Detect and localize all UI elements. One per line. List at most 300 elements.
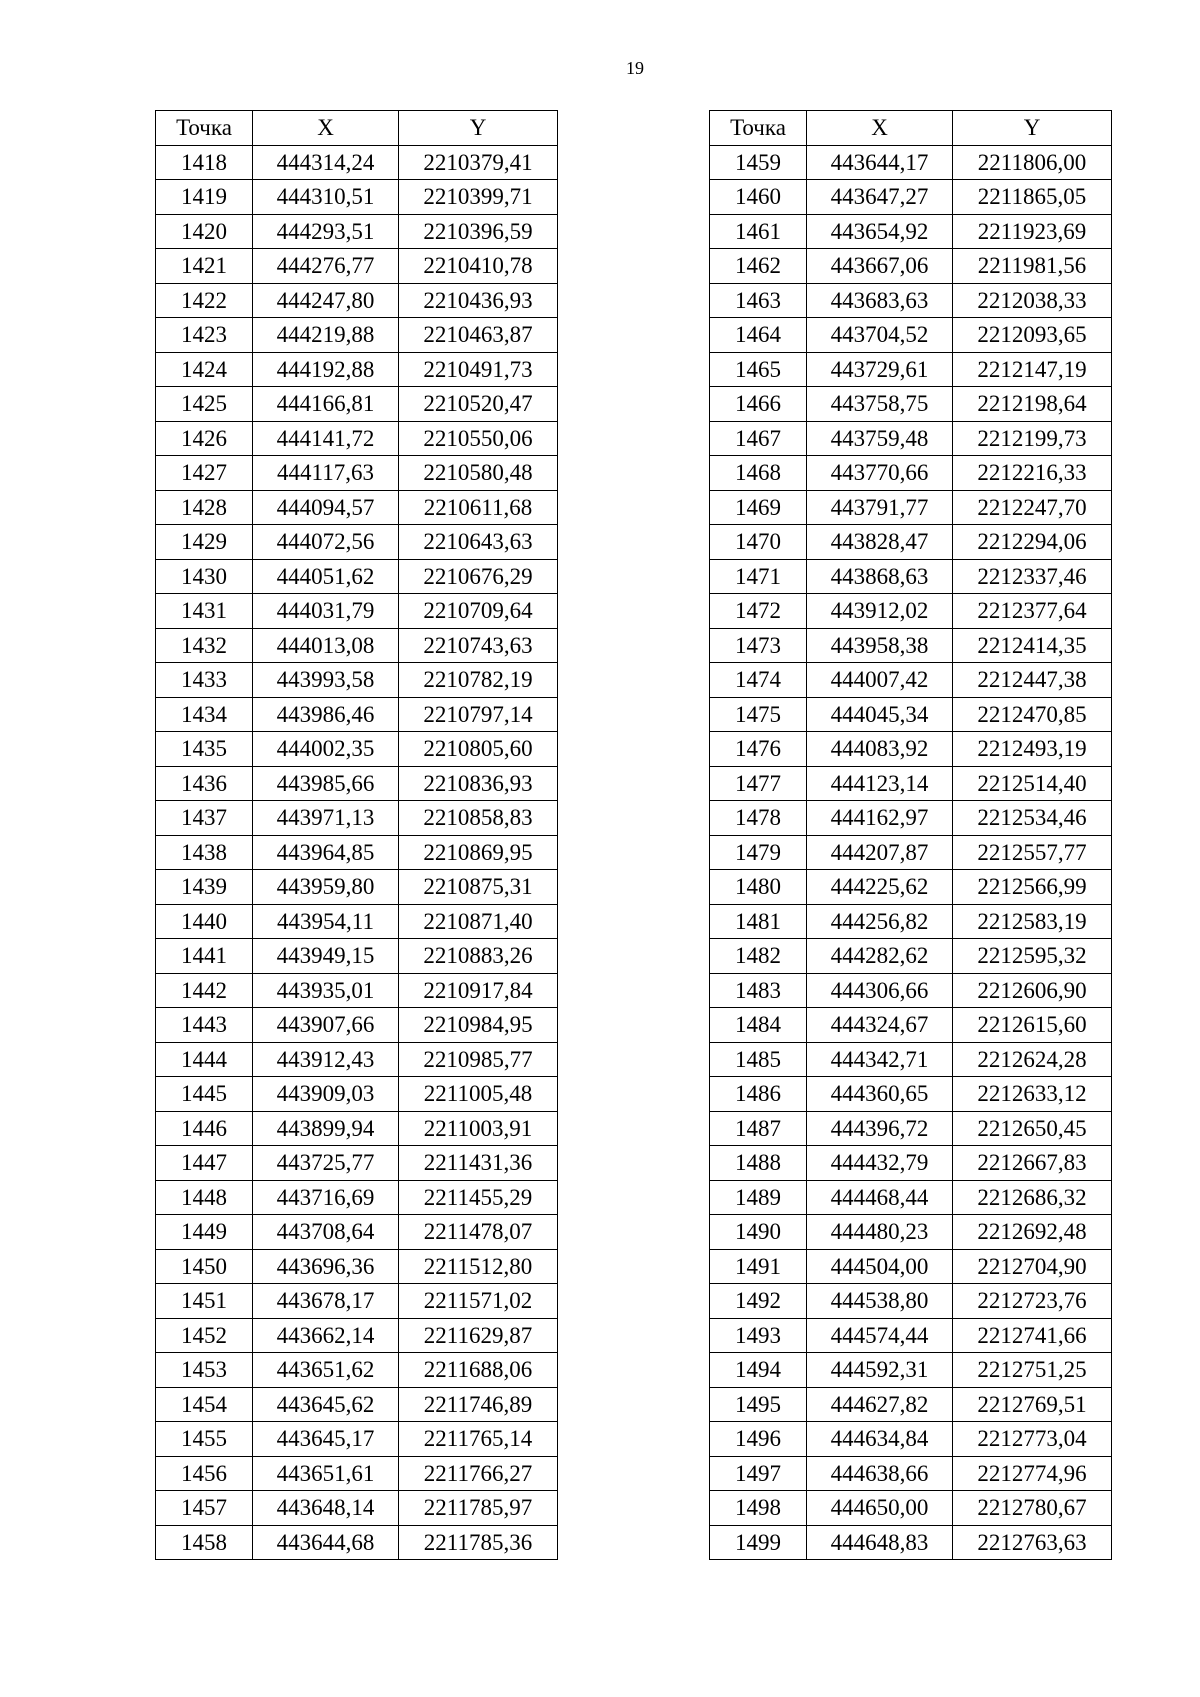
cell-point: 1471 <box>710 559 807 594</box>
table-body <box>710 145 1112 1560</box>
table-header-row <box>710 111 1112 146</box>
table-row <box>710 732 1112 767</box>
table-row <box>156 1077 558 1112</box>
cell-x: 444256,82 <box>807 904 953 939</box>
cell-point: 1419 <box>156 180 253 215</box>
table-row <box>156 1008 558 1043</box>
table-row <box>156 1249 558 1284</box>
table-row <box>710 1422 1112 1457</box>
cell-y: 2211003,91 <box>399 1111 558 1146</box>
cell-x: 443986,46 <box>253 697 399 732</box>
cell-point: 1461 <box>710 214 807 249</box>
cell-x: 443667,06 <box>807 249 953 284</box>
cell-y: 2212038,33 <box>953 283 1112 318</box>
table-row <box>710 1284 1112 1319</box>
table-row <box>710 1111 1112 1146</box>
cell-y: 2212199,73 <box>953 421 1112 456</box>
table-row <box>156 1491 558 1526</box>
cell-y: 2212633,12 <box>953 1077 1112 1112</box>
table-row <box>710 904 1112 939</box>
cell-y: 2211512,80 <box>399 1249 558 1284</box>
table-row <box>710 1456 1112 1491</box>
table-row <box>156 1422 558 1457</box>
cell-y: 2211571,02 <box>399 1284 558 1319</box>
table-row <box>710 835 1112 870</box>
cell-x: 444007,42 <box>807 663 953 698</box>
table-row <box>710 352 1112 387</box>
cell-point: 1478 <box>710 801 807 836</box>
coordinates-table-left <box>155 110 558 1560</box>
cell-y: 2212692,48 <box>953 1215 1112 1250</box>
cell-y: 2211455,29 <box>399 1180 558 1215</box>
cell-x: 444306,66 <box>807 973 953 1008</box>
cell-x: 443683,63 <box>807 283 953 318</box>
cell-point: 1475 <box>710 697 807 732</box>
table-row <box>156 1215 558 1250</box>
table-row <box>710 1008 1112 1043</box>
cell-x: 443959,80 <box>253 870 399 905</box>
cell-point: 1422 <box>156 283 253 318</box>
table-row <box>156 1456 558 1491</box>
cell-x: 444360,65 <box>807 1077 953 1112</box>
cell-y: 2212595,32 <box>953 939 1112 974</box>
cell-y: 2210611,68 <box>399 490 558 525</box>
cell-x: 444117,63 <box>253 456 399 491</box>
table-row <box>710 525 1112 560</box>
cell-y: 2211766,27 <box>399 1456 558 1491</box>
cell-point: 1457 <box>156 1491 253 1526</box>
cell-point: 1438 <box>156 835 253 870</box>
cell-x: 443644,17 <box>807 145 953 180</box>
cell-y: 2212337,46 <box>953 559 1112 594</box>
cell-x: 443949,15 <box>253 939 399 974</box>
cell-point: 1449 <box>156 1215 253 1250</box>
cell-y: 2210743,63 <box>399 628 558 663</box>
table-row <box>156 214 558 249</box>
cell-point: 1453 <box>156 1353 253 1388</box>
cell-point: 1451 <box>156 1284 253 1319</box>
table-row <box>710 1387 1112 1422</box>
cell-y: 2210858,83 <box>399 801 558 836</box>
cell-y: 2210520,47 <box>399 387 558 422</box>
cell-point: 1463 <box>710 283 807 318</box>
cell-point: 1470 <box>710 525 807 560</box>
header-point: Точка <box>710 111 807 146</box>
cell-point: 1466 <box>710 387 807 422</box>
cell-point: 1450 <box>156 1249 253 1284</box>
cell-x: 444648,83 <box>807 1525 953 1560</box>
table-row <box>156 939 558 974</box>
table-row <box>710 490 1112 525</box>
cell-point: 1445 <box>156 1077 253 1112</box>
cell-x: 444123,14 <box>807 766 953 801</box>
table-row <box>710 939 1112 974</box>
table-row <box>156 766 558 801</box>
cell-x: 444504,00 <box>807 1249 953 1284</box>
cell-x: 444002,35 <box>253 732 399 767</box>
cell-y: 2212216,33 <box>953 456 1112 491</box>
cell-x: 444094,57 <box>253 490 399 525</box>
cell-point: 1420 <box>156 214 253 249</box>
cell-x: 443912,02 <box>807 594 953 629</box>
cell-point: 1430 <box>156 559 253 594</box>
cell-point: 1444 <box>156 1042 253 1077</box>
table-row <box>156 801 558 836</box>
cell-x: 444480,23 <box>807 1215 953 1250</box>
cell-point: 1493 <box>710 1318 807 1353</box>
cell-y: 2212751,25 <box>953 1353 1112 1388</box>
cell-x: 443716,69 <box>253 1180 399 1215</box>
cell-point: 1443 <box>156 1008 253 1043</box>
cell-y: 2212606,90 <box>953 973 1112 1008</box>
table-row <box>710 387 1112 422</box>
cell-x: 444045,34 <box>807 697 953 732</box>
cell-point: 1448 <box>156 1180 253 1215</box>
table-row <box>156 1042 558 1077</box>
cell-point: 1432 <box>156 628 253 663</box>
table-row <box>710 421 1112 456</box>
table-row <box>710 697 1112 732</box>
cell-y: 2210984,95 <box>399 1008 558 1043</box>
cell-point: 1435 <box>156 732 253 767</box>
cell-point: 1484 <box>710 1008 807 1043</box>
cell-y: 2210782,19 <box>399 663 558 698</box>
cell-y: 2210875,31 <box>399 870 558 905</box>
cell-point: 1474 <box>710 663 807 698</box>
table-row <box>710 663 1112 698</box>
cell-x: 443935,01 <box>253 973 399 1008</box>
table-row <box>156 904 558 939</box>
cell-point: 1464 <box>710 318 807 353</box>
cell-x: 444432,79 <box>807 1146 953 1181</box>
cell-y: 2212198,64 <box>953 387 1112 422</box>
cell-x: 444247,80 <box>253 283 399 318</box>
table-row <box>710 973 1112 1008</box>
table-row <box>710 1215 1112 1250</box>
cell-x: 443662,14 <box>253 1318 399 1353</box>
cell-x: 443654,92 <box>807 214 953 249</box>
cell-point: 1477 <box>710 766 807 801</box>
cell-y: 2210399,71 <box>399 180 558 215</box>
cell-y: 2210797,14 <box>399 697 558 732</box>
cell-point: 1437 <box>156 801 253 836</box>
table-body <box>156 145 558 1560</box>
table-row <box>156 697 558 732</box>
cell-y: 2210396,59 <box>399 214 558 249</box>
cell-point: 1447 <box>156 1146 253 1181</box>
cell-point: 1486 <box>710 1077 807 1112</box>
cell-y: 2212583,19 <box>953 904 1112 939</box>
cell-y: 2212247,70 <box>953 490 1112 525</box>
cell-point: 1472 <box>710 594 807 629</box>
table-row <box>710 1525 1112 1560</box>
cell-x: 444219,88 <box>253 318 399 353</box>
cell-y: 2210985,77 <box>399 1042 558 1077</box>
cell-x: 444051,62 <box>253 559 399 594</box>
cell-x: 444282,62 <box>807 939 953 974</box>
cell-x: 444083,92 <box>807 732 953 767</box>
cell-point: 1497 <box>710 1456 807 1491</box>
cell-point: 1423 <box>156 318 253 353</box>
cell-x: 443954,11 <box>253 904 399 939</box>
cell-x: 444396,72 <box>807 1111 953 1146</box>
table-row <box>156 1318 558 1353</box>
cell-point: 1481 <box>710 904 807 939</box>
cell-y: 2211431,36 <box>399 1146 558 1181</box>
cell-y: 2210871,40 <box>399 904 558 939</box>
cell-x: 443770,66 <box>807 456 953 491</box>
cell-y: 2212723,76 <box>953 1284 1112 1319</box>
table-row <box>156 456 558 491</box>
cell-y: 2212686,32 <box>953 1180 1112 1215</box>
cell-x: 443971,13 <box>253 801 399 836</box>
table-row <box>156 1353 558 1388</box>
cell-x: 444192,88 <box>253 352 399 387</box>
header-x: X <box>807 111 953 146</box>
cell-y: 2210550,06 <box>399 421 558 456</box>
cell-point: 1490 <box>710 1215 807 1250</box>
cell-x: 444314,24 <box>253 145 399 180</box>
cell-x: 444141,72 <box>253 421 399 456</box>
table-row <box>710 1180 1112 1215</box>
cell-point: 1498 <box>710 1491 807 1526</box>
table-row <box>156 387 558 422</box>
cell-y: 2210436,93 <box>399 283 558 318</box>
cell-x: 443725,77 <box>253 1146 399 1181</box>
header-point: Точка <box>156 111 253 146</box>
cell-y: 2212514,40 <box>953 766 1112 801</box>
cell-point: 1476 <box>710 732 807 767</box>
table-row <box>710 594 1112 629</box>
cell-x: 443647,27 <box>807 180 953 215</box>
cell-x: 444592,31 <box>807 1353 953 1388</box>
cell-x: 443909,03 <box>253 1077 399 1112</box>
cell-y: 2212650,45 <box>953 1111 1112 1146</box>
table-row <box>710 1077 1112 1112</box>
table-row <box>156 145 558 180</box>
table-row <box>156 525 558 560</box>
table-row <box>156 1146 558 1181</box>
table-row <box>710 1353 1112 1388</box>
cell-x: 444166,81 <box>253 387 399 422</box>
cell-x: 443985,66 <box>253 766 399 801</box>
cell-x: 444013,08 <box>253 628 399 663</box>
cell-point: 1482 <box>710 939 807 974</box>
cell-x: 444468,44 <box>807 1180 953 1215</box>
table-row <box>710 801 1112 836</box>
cell-point: 1462 <box>710 249 807 284</box>
cell-y: 2211865,05 <box>953 180 1112 215</box>
cell-point: 1434 <box>156 697 253 732</box>
cell-x: 443704,52 <box>807 318 953 353</box>
cell-x: 443651,61 <box>253 1456 399 1491</box>
cell-point: 1488 <box>710 1146 807 1181</box>
table-row <box>156 628 558 663</box>
table-row <box>710 628 1112 663</box>
table-row <box>710 766 1112 801</box>
table-row <box>156 352 558 387</box>
table-row <box>156 318 558 353</box>
cell-x: 443868,63 <box>807 559 953 594</box>
table-row <box>156 870 558 905</box>
cell-x: 444072,56 <box>253 525 399 560</box>
cell-y: 2212147,19 <box>953 352 1112 387</box>
cell-point: 1458 <box>156 1525 253 1560</box>
cell-y: 2211785,36 <box>399 1525 558 1560</box>
cell-point: 1418 <box>156 145 253 180</box>
cell-x: 443648,14 <box>253 1491 399 1526</box>
table-row <box>710 249 1112 284</box>
cell-x: 444310,51 <box>253 180 399 215</box>
table-row <box>710 180 1112 215</box>
cell-y: 2210491,73 <box>399 352 558 387</box>
cell-x: 443651,62 <box>253 1353 399 1388</box>
header-y: Y <box>399 111 558 146</box>
cell-point: 1455 <box>156 1422 253 1457</box>
cell-point: 1485 <box>710 1042 807 1077</box>
table-row <box>710 318 1112 353</box>
table-row <box>710 1249 1112 1284</box>
cell-x: 444276,77 <box>253 249 399 284</box>
cell-y: 2212773,04 <box>953 1422 1112 1457</box>
table-row <box>156 1180 558 1215</box>
cell-point: 1459 <box>710 145 807 180</box>
cell-x: 443907,66 <box>253 1008 399 1043</box>
cell-y: 2212557,77 <box>953 835 1112 870</box>
cell-y: 2212566,99 <box>953 870 1112 905</box>
cell-y: 2212741,66 <box>953 1318 1112 1353</box>
cell-y: 2210836,93 <box>399 766 558 801</box>
cell-x: 443759,48 <box>807 421 953 456</box>
table-row <box>156 490 558 525</box>
cell-x: 444627,82 <box>807 1387 953 1422</box>
cell-y: 2212493,19 <box>953 732 1112 767</box>
cell-y: 2211629,87 <box>399 1318 558 1353</box>
cell-point: 1467 <box>710 421 807 456</box>
cell-y: 2210379,41 <box>399 145 558 180</box>
cell-point: 1479 <box>710 835 807 870</box>
cell-x: 443958,38 <box>807 628 953 663</box>
cell-y: 2211688,06 <box>399 1353 558 1388</box>
cell-y: 2212769,51 <box>953 1387 1112 1422</box>
table-row <box>156 1387 558 1422</box>
cell-y: 2212093,65 <box>953 318 1112 353</box>
cell-y: 2212780,67 <box>953 1491 1112 1526</box>
cell-y: 2210410,78 <box>399 249 558 284</box>
cell-y: 2212447,38 <box>953 663 1112 698</box>
cell-point: 1494 <box>710 1353 807 1388</box>
cell-y: 2212667,83 <box>953 1146 1112 1181</box>
cell-point: 1431 <box>156 594 253 629</box>
table-row <box>156 663 558 698</box>
table-header-row <box>156 111 558 146</box>
cell-y: 2210805,60 <box>399 732 558 767</box>
cell-point: 1436 <box>156 766 253 801</box>
cell-y: 2212294,06 <box>953 525 1112 560</box>
cell-point: 1446 <box>156 1111 253 1146</box>
cell-x: 443758,75 <box>807 387 953 422</box>
cell-y: 2212763,63 <box>953 1525 1112 1560</box>
table-row <box>156 1284 558 1319</box>
cell-x: 443993,58 <box>253 663 399 698</box>
table-row <box>156 559 558 594</box>
cell-x: 443708,64 <box>253 1215 399 1250</box>
coordinates-table-right <box>709 110 1112 1560</box>
cell-y: 2212377,64 <box>953 594 1112 629</box>
cell-x: 443644,68 <box>253 1525 399 1560</box>
table-row <box>156 594 558 629</box>
cell-point: 1469 <box>710 490 807 525</box>
cell-point: 1439 <box>156 870 253 905</box>
cell-x: 444634,84 <box>807 1422 953 1457</box>
cell-y: 2212624,28 <box>953 1042 1112 1077</box>
cell-point: 1489 <box>710 1180 807 1215</box>
cell-y: 2210869,95 <box>399 835 558 870</box>
cell-point: 1468 <box>710 456 807 491</box>
cell-x: 444324,67 <box>807 1008 953 1043</box>
cell-x: 444162,97 <box>807 801 953 836</box>
table-row <box>156 180 558 215</box>
cell-point: 1421 <box>156 249 253 284</box>
cell-point: 1495 <box>710 1387 807 1422</box>
cell-point: 1428 <box>156 490 253 525</box>
cell-point: 1425 <box>156 387 253 422</box>
cell-point: 1424 <box>156 352 253 387</box>
cell-y: 2211478,07 <box>399 1215 558 1250</box>
cell-x: 443828,47 <box>807 525 953 560</box>
cell-y: 2212470,85 <box>953 697 1112 732</box>
cell-x: 443645,62 <box>253 1387 399 1422</box>
table-row <box>710 1491 1112 1526</box>
table-row <box>710 283 1112 318</box>
cell-x: 443678,17 <box>253 1284 399 1319</box>
cell-x: 443899,94 <box>253 1111 399 1146</box>
cell-point: 1429 <box>156 525 253 560</box>
cell-point: 1441 <box>156 939 253 974</box>
cell-point: 1442 <box>156 973 253 1008</box>
cell-point: 1492 <box>710 1284 807 1319</box>
table-row <box>156 421 558 456</box>
cell-y: 2211765,14 <box>399 1422 558 1457</box>
cell-y: 2210676,29 <box>399 559 558 594</box>
table-row <box>710 214 1112 249</box>
cell-point: 1426 <box>156 421 253 456</box>
header-x: X <box>253 111 399 146</box>
table-row <box>156 249 558 284</box>
cell-point: 1427 <box>156 456 253 491</box>
cell-y: 2211806,00 <box>953 145 1112 180</box>
cell-x: 443729,61 <box>807 352 953 387</box>
cell-point: 1454 <box>156 1387 253 1422</box>
table-row <box>156 835 558 870</box>
table-row <box>710 1318 1112 1353</box>
cell-point: 1491 <box>710 1249 807 1284</box>
table-row <box>710 1146 1112 1181</box>
cell-y: 2210580,48 <box>399 456 558 491</box>
cell-x: 444207,87 <box>807 835 953 870</box>
cell-y: 2210709,64 <box>399 594 558 629</box>
header-y: Y <box>953 111 1112 146</box>
cell-point: 1456 <box>156 1456 253 1491</box>
cell-point: 1499 <box>710 1525 807 1560</box>
cell-x: 443791,77 <box>807 490 953 525</box>
table-row <box>710 870 1112 905</box>
cell-point: 1452 <box>156 1318 253 1353</box>
table-row <box>710 145 1112 180</box>
cell-y: 2212534,46 <box>953 801 1112 836</box>
cell-y: 2212704,90 <box>953 1249 1112 1284</box>
cell-y: 2211981,56 <box>953 249 1112 284</box>
